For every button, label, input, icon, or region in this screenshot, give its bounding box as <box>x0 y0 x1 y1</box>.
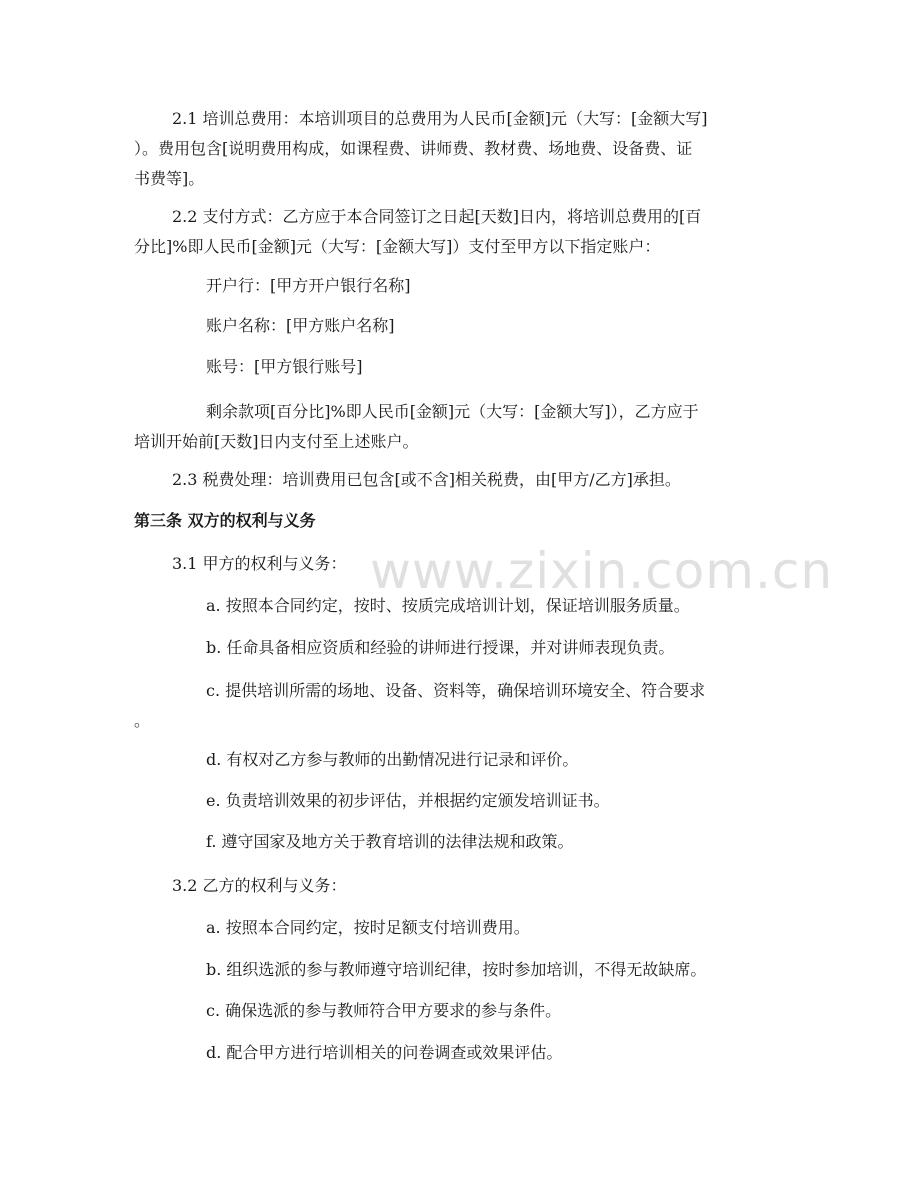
clause-2-1-line-2: ）。费用包含[说明费用构成，如课程费、讲师费、教材费、场地费、设备费、证 <box>134 139 693 158</box>
clause-3-1-item-d: d. 有权对乙方参与教师的出勤情况进行记录和评价。 <box>206 750 579 769</box>
clause-3-1-item-b: b. 任命具备相应资质和经验的讲师进行授课，并对讲师表现负责。 <box>206 638 675 657</box>
clause-3-1-item-e: e. 负责培训效果的初步评估，并根据约定颁发培训证书。 <box>206 791 610 810</box>
clause-2-2-line-2: 分比]%即人民币[金额]元（大写：[金额大写]）支付至甲方以下指定账户： <box>134 237 661 256</box>
clause-3-1-item-c-continued: 。 <box>134 711 151 730</box>
watermark: www.zixin.com.cn <box>370 542 834 600</box>
clause-3-1-heading: 3.1 甲方的权利与义务： <box>172 554 347 573</box>
clause-3-1-item-c: c. 提供培训所需的场地、设备、资料等，确保培训环境安全、符合要求 <box>206 681 706 700</box>
remainder-line-1: 剩余款项[百分比]%即人民币[金额]元（大写：[金额大写]），乙方应于 <box>206 402 699 421</box>
account-number-line: 账号：[甲方银行账号] <box>206 357 363 376</box>
article-3-title: 第三条 双方的权利与义务 <box>134 511 316 530</box>
bank-name-line: 开户行：[甲方开户银行名称] <box>206 276 411 295</box>
clause-2-1-line-1: 2.1 培训总费用：本培训项目的总费用为人民币[金额]元（大写：[金额大写] <box>172 109 708 128</box>
clause-2-3: 2.3 税费处理：培训费用已包含[或不含]相关税费，由[甲方/乙方]承担。 <box>172 470 681 489</box>
account-name-line: 账户名称：[甲方账户名称] <box>206 316 395 335</box>
clause-3-2-item-c: c. 确保选派的参与教师符合甲方要求的参与条件。 <box>206 1001 562 1020</box>
clause-3-2-item-a: a. 按照本合同约定，按时足额支付培训费用。 <box>206 918 530 937</box>
remainder-line-2: 培训开始前[天数]日内支付至上述账户。 <box>134 432 419 451</box>
clause-2-2-line-1: 2.2 支付方式：乙方应于本合同签订之日起[天数]日内，将培训总费用的[百 <box>172 207 702 226</box>
clause-3-1-item-a: a. 按照本合同约定，按时、按质完成培训计划，保证培训服务质量。 <box>206 596 690 615</box>
clause-3-2-item-d: d. 配合甲方进行培训相关的问卷调查或效果评估。 <box>206 1043 563 1062</box>
clause-2-1-line-3: 书费等]。 <box>134 169 205 188</box>
clause-3-1-item-f: f. 遵守国家及地方关于教育培训的法律法规和政策。 <box>206 832 574 851</box>
clause-3-2-item-b: b. 组织选派的参与教师遵守培训纪律，按时参加培训，不得无故缺席。 <box>206 960 707 979</box>
clause-3-2-heading: 3.2 乙方的权利与义务： <box>172 876 347 895</box>
